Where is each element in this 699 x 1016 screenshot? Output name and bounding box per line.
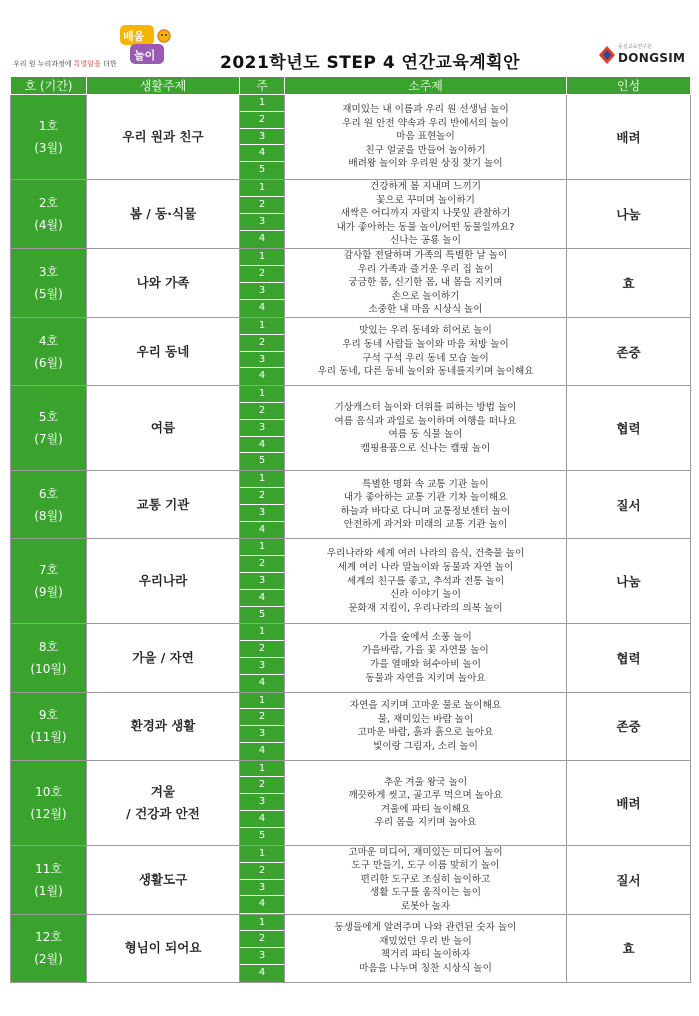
week-number: 4 <box>240 522 284 539</box>
week-number: 2 <box>240 112 284 129</box>
week-number: 1 <box>240 249 284 266</box>
subtopic: 가을 숲에서 소풍 놀이 <box>379 631 472 643</box>
period-cell <box>11 471 87 539</box>
subtopic: 우리 가족과 즐거운 우리 집 놀이 <box>357 263 494 275</box>
issue-month: (6월) <box>34 355 63 370</box>
subtopic: 문화재 지킴이, 우리나라의 의복 놀이 <box>348 602 503 614</box>
week-number: 4 <box>240 368 284 385</box>
subtopic: 생활 도구를 움직이는 놀이 <box>369 887 482 899</box>
week-number: 1 <box>240 539 284 556</box>
weeks-cell <box>240 914 285 982</box>
subtopic: 고마운 미디어, 재미있는 미디어 놀이 <box>348 846 503 858</box>
character-trait-cell: 협력 <box>567 386 691 471</box>
dongsim-logo-icon <box>598 45 616 65</box>
issue-month: (7월) <box>34 432 63 447</box>
brand-subtitle: 동심교육연구원 <box>618 44 652 50</box>
theme-cell <box>87 914 240 982</box>
subtopic: 구석 구석 우리 동네 모습 놀이 <box>362 352 489 364</box>
week-number: 1 <box>240 180 284 197</box>
character-trait-cell: 효 <box>567 914 691 982</box>
week-number: 2 <box>240 403 284 420</box>
theme-label: 환경과 생활 <box>130 718 196 734</box>
subtopics-cell <box>285 760 567 845</box>
week-number: 2 <box>240 863 284 880</box>
issue-month: (11월) <box>30 730 67 745</box>
subtopic: 세계 여러 나라 말놀이와 동물과 자연 놀이 <box>337 561 514 573</box>
theme-label: / 건강과 안전 <box>126 805 200 821</box>
week-number: 4 <box>240 437 284 454</box>
subtopic: 우리 동네, 다른 동네 놀이와 동네를지키며 놀이해요 <box>317 366 534 378</box>
subtopics-cell <box>285 539 567 624</box>
table-row <box>11 248 691 317</box>
subtopic: 하늘과 바다로 다니며 교통정보센터 놀이 <box>340 505 511 517</box>
table-row <box>11 539 691 624</box>
theme-cell <box>87 386 240 471</box>
issue-month: (9월) <box>34 585 63 600</box>
week-number: 2 <box>240 709 284 726</box>
week-number: 3 <box>240 948 284 965</box>
subtopic: 기상캐스터 놀이와 더위를 피하는 방법 놀이 <box>334 401 517 413</box>
week-number: 1 <box>240 761 284 778</box>
theme-label: 봄 / 동·식물 <box>129 205 197 221</box>
subtopics-cell <box>285 386 567 471</box>
week-number: 4 <box>240 231 284 248</box>
week-number: 1 <box>240 846 284 863</box>
issue-month: (12월) <box>30 806 67 821</box>
subtopic: 신라 이야기 놀이 <box>390 589 461 601</box>
issue-month: (2월) <box>34 952 63 967</box>
week-number: 5 <box>240 607 284 624</box>
subtopic: 고마운 바람, 흙과 흙으로 놀아요 <box>357 727 494 739</box>
subtopics-cell <box>285 180 567 249</box>
dongsim-brand <box>598 42 690 70</box>
issue-number: 12호 <box>35 930 62 945</box>
theme-cell <box>87 95 240 180</box>
week-number: 2 <box>240 335 284 352</box>
weeks-cell <box>240 624 285 692</box>
period-cell <box>11 95 87 180</box>
theme-cell <box>87 471 240 539</box>
column-header-week: 주 <box>240 77 285 95</box>
subtopic: 세계의 친구를 좋고, 추석과 전통 놀이 <box>346 575 505 587</box>
subtopic: 가을 열매와 허수아비 놀이 <box>369 658 482 670</box>
subtopic: 여름 동 식물 놀이 <box>388 429 463 441</box>
subtopics-cell <box>285 624 567 692</box>
theme-label: 우리나라 <box>138 573 188 589</box>
week-number: 3 <box>240 573 284 590</box>
table-row <box>11 180 691 249</box>
subtopic: 마음을 나누며 칭찬 시상식 놀이 <box>359 962 492 974</box>
week-number: 2 <box>240 777 284 794</box>
subtopics-cell <box>285 914 567 982</box>
period-cell <box>11 180 87 249</box>
week-number: 2 <box>240 556 284 573</box>
week-number: 4 <box>240 896 284 913</box>
week-number: 3 <box>240 214 284 231</box>
week-number: 5 <box>240 162 284 179</box>
subtopic: 배려왕 놀이와 우리원 상징 찾기 놀이 <box>348 158 503 170</box>
theme-label: 생활도구 <box>138 871 188 887</box>
column-header-period: 호 (기간) <box>11 77 87 95</box>
week-number: 3 <box>240 420 284 437</box>
weeks-cell <box>240 692 285 760</box>
theme-cell <box>87 317 240 385</box>
week-number: 4 <box>240 675 284 692</box>
theme-cell <box>87 248 240 317</box>
table-header-row <box>11 77 691 95</box>
week-number: 1 <box>240 95 284 112</box>
theme-label: 여름 <box>150 420 176 436</box>
week-number: 1 <box>240 386 284 403</box>
theme-cell <box>87 180 240 249</box>
column-header-character: 인성 <box>567 77 691 95</box>
subtopic: 우리 동네 사람들 놀이와 마음 처방 놀이 <box>342 338 509 350</box>
table-row <box>11 624 691 692</box>
theme-label: 교통 기관 <box>136 496 190 512</box>
week-number: 2 <box>240 197 284 214</box>
subtopic: 도구 만들기, 도구 이름 맞히기 놀이 <box>351 860 500 872</box>
character-trait-cell: 질서 <box>567 845 691 914</box>
week-number: 5 <box>240 828 284 845</box>
subtopic: 신나는 공룡 놀이 <box>390 235 461 247</box>
theme-label: 겨울 <box>150 783 176 799</box>
issue-number: 7호 <box>38 563 59 578</box>
period-cell <box>11 845 87 914</box>
week-number: 4 <box>240 145 284 162</box>
week-number: 3 <box>240 658 284 675</box>
theme-label: 우리 원과 친구 <box>122 129 204 144</box>
issue-number: 11호 <box>35 861 62 876</box>
weeks-cell <box>240 539 285 624</box>
week-number: 4 <box>240 965 284 982</box>
table-row <box>11 471 691 539</box>
theme-cell <box>87 845 240 914</box>
issue-month: (5월) <box>34 286 63 301</box>
weeks-cell <box>240 95 285 180</box>
period-cell <box>11 692 87 760</box>
page-title: 2021학년도 STEP 4 연간교육계획안 <box>219 53 521 73</box>
theme-label: 형님이 되어요 <box>124 940 202 956</box>
week-number: 3 <box>240 352 284 369</box>
character-trait-cell: 나눔 <box>567 539 691 624</box>
svg-text:배움: 배움 <box>123 30 145 43</box>
period-cell <box>11 248 87 317</box>
subtopic: 우리 몸을 지키며 놀아요 <box>374 817 477 829</box>
annual-plan-table <box>10 76 691 983</box>
issue-number: 6호 <box>38 486 59 501</box>
subtopics-cell <box>285 317 567 385</box>
week-number: 4 <box>240 590 284 607</box>
character-trait-cell: 효 <box>567 248 691 317</box>
week-number: 2 <box>240 266 284 283</box>
table-row <box>11 760 691 845</box>
column-header-subtopic: 소주제 <box>285 77 567 95</box>
period-cell <box>11 760 87 845</box>
week-number: 1 <box>240 318 284 335</box>
week-number: 3 <box>240 283 284 300</box>
period-cell <box>11 317 87 385</box>
weeks-cell <box>240 248 285 317</box>
issue-month: (4월) <box>34 217 63 232</box>
subtopic: 추운 겨울 왕국 놀이 <box>383 776 468 788</box>
issue-month: (8월) <box>34 508 63 523</box>
weeks-cell <box>240 845 285 914</box>
weeks-cell <box>240 180 285 249</box>
weeks-cell <box>240 471 285 539</box>
weeks-cell <box>240 760 285 845</box>
subtopics-cell <box>285 692 567 760</box>
subtopic: 새싹은 어디까지 자랄지 나뭇잎 관찰하기 <box>340 208 511 220</box>
week-number: 3 <box>240 726 284 743</box>
subtopic: 여름 음식과 과일로 놀이하며 여행을 떠나요 <box>334 415 517 427</box>
issue-month: (1월) <box>34 883 63 898</box>
theme-label: 가을 / 자연 <box>132 649 194 665</box>
table-row <box>11 317 691 385</box>
subtopic: 내가 좋아하는 교통 기관 기차 놀이해요 <box>343 492 508 504</box>
subtopic: 책거리 파티 놀이하자 <box>380 949 471 961</box>
tagline: 우리 원 누리과정에 특별함을 더한 <box>13 60 117 68</box>
theme-cell <box>87 624 240 692</box>
issue-month: (10월) <box>30 661 67 676</box>
period-cell <box>11 539 87 624</box>
issue-month: (3월) <box>34 141 63 155</box>
subtopic: 내가 좋아하는 동물 놀이/어떤 동물일까요? <box>336 221 515 233</box>
table-row <box>11 386 691 471</box>
theme-cell <box>87 692 240 760</box>
theme-cell <box>87 539 240 624</box>
subtopics-cell <box>285 95 567 180</box>
issue-number: 8호 <box>38 639 59 654</box>
subtopic: 궁금한 몸, 신기한 몸, 내 몸을 지키며 <box>348 277 503 289</box>
subtopics-cell <box>285 845 567 914</box>
weeks-cell <box>240 386 285 471</box>
week-number: 3 <box>240 794 284 811</box>
subtopic: 맛있는 우리 동네와 히어로 놀이 <box>359 325 492 337</box>
issue-number: 2호 <box>38 195 59 210</box>
theme-label: 나와 가족 <box>136 274 190 290</box>
table-row <box>11 95 691 180</box>
character-trait-cell: 나눔 <box>567 180 691 249</box>
subtopic: 자연을 지키며 고마운 물로 놀이해요 <box>349 699 502 711</box>
character-trait-cell: 존중 <box>567 317 691 385</box>
subtopic: 손으로 놀이하기 <box>391 290 460 302</box>
svg-text:놀이: 놀이 <box>134 49 156 62</box>
subtopic: 깨끗하게 씻고, 골고루 먹으며 놀아요 <box>348 790 503 802</box>
week-number: 1 <box>240 915 284 932</box>
subtopic: 로봇아 놀자 <box>400 901 451 913</box>
week-number: 2 <box>240 488 284 505</box>
table-row <box>11 692 691 760</box>
issue-number: 10호 <box>35 784 62 799</box>
subtopic: 동물과 자연을 지키며 놀아요 <box>365 672 486 684</box>
character-trait-cell: 배려 <box>567 760 691 845</box>
week-number: 4 <box>240 743 284 760</box>
subtopics-cell <box>285 248 567 317</box>
column-header-theme: 생활주제 <box>87 77 240 95</box>
subtopic: 물, 재미있는 바람 놀이 <box>377 713 474 725</box>
character-trait-cell: 배려 <box>567 95 691 180</box>
week-number: 3 <box>240 129 284 146</box>
subtopic: 캠핑용품으로 신나는 캠핑 놀이 <box>360 442 491 454</box>
week-number: 2 <box>240 931 284 948</box>
period-cell <box>11 914 87 982</box>
table-row <box>11 914 691 982</box>
subtopic: 친구 얼굴을 만들어 놀이하기 <box>365 144 486 156</box>
subtopic: 재밌었던 우리 반 놀이 <box>379 935 472 947</box>
subtopic: 동생들에게 알려주며 나와 관련된 숫자 놀이 <box>334 922 517 934</box>
week-number: 4 <box>240 811 284 828</box>
week-number: 1 <box>240 693 284 710</box>
character-trait-cell: 존중 <box>567 692 691 760</box>
subtopic: 겨울에 파티 놀이해요 <box>380 803 471 815</box>
week-number: 3 <box>240 880 284 897</box>
subtopic: 감사함 전달하며 가족의 특별한 날 놀이 <box>343 249 508 261</box>
week-number: 1 <box>240 624 284 641</box>
subtopic: 소중한 내 마음 시상식 놀이 <box>368 304 483 316</box>
baeum-nori-logo <box>118 22 176 68</box>
subtopics-cell <box>285 471 567 539</box>
weeks-cell <box>240 317 285 385</box>
brand-name: DONGSIM <box>618 51 686 65</box>
period-cell <box>11 386 87 471</box>
subtopic: 안전하게 과거와 미래의 교통 기관 놀이 <box>343 519 508 531</box>
week-number: 3 <box>240 505 284 522</box>
subtopic: 편리한 도구로 조심히 놀이하고 <box>360 873 491 885</box>
page-header <box>0 0 699 76</box>
character-trait-cell: 협력 <box>567 624 691 692</box>
table-row <box>11 845 691 914</box>
theme-label: 우리 동네 <box>136 343 190 359</box>
issue-number: 9호 <box>38 708 59 723</box>
week-number: 4 <box>240 300 284 317</box>
subtopic: 우리나라와 세계 여러 나라의 음식, 건축물 놀이 <box>326 548 525 560</box>
issue-number: 1호 <box>38 119 59 133</box>
theme-cell <box>87 760 240 845</box>
subtopic: 우리 원 안전 약속과 우리 반에서의 놀이 <box>342 117 509 129</box>
week-number: 5 <box>240 453 284 470</box>
subtopic: 빛이랑 그림자, 소리 놀이 <box>373 740 478 752</box>
subtopic: 꽃으로 꾸미며 놀이하기 <box>376 194 475 206</box>
week-number: 1 <box>240 471 284 488</box>
subtopic: 재미있는 내 이름과 우리 원 선생님 놀이 <box>342 104 509 116</box>
subtopic: 특별한 명화 속 교통 기관 놀이 <box>362 478 489 490</box>
subtopic: 가을바람, 가을 꽃 자연물 놀이 <box>362 645 489 657</box>
issue-number: 5호 <box>38 410 59 425</box>
character-trait-cell: 질서 <box>567 471 691 539</box>
issue-number: 3호 <box>38 264 59 279</box>
subtopic: 건강하게 봄 지내며 느끼기 <box>369 181 482 192</box>
subtopic: 마음 표현놀이 <box>396 131 455 143</box>
week-number: 2 <box>240 641 284 658</box>
table-body <box>11 95 691 983</box>
period-cell <box>11 624 87 692</box>
issue-number: 4호 <box>38 333 59 348</box>
